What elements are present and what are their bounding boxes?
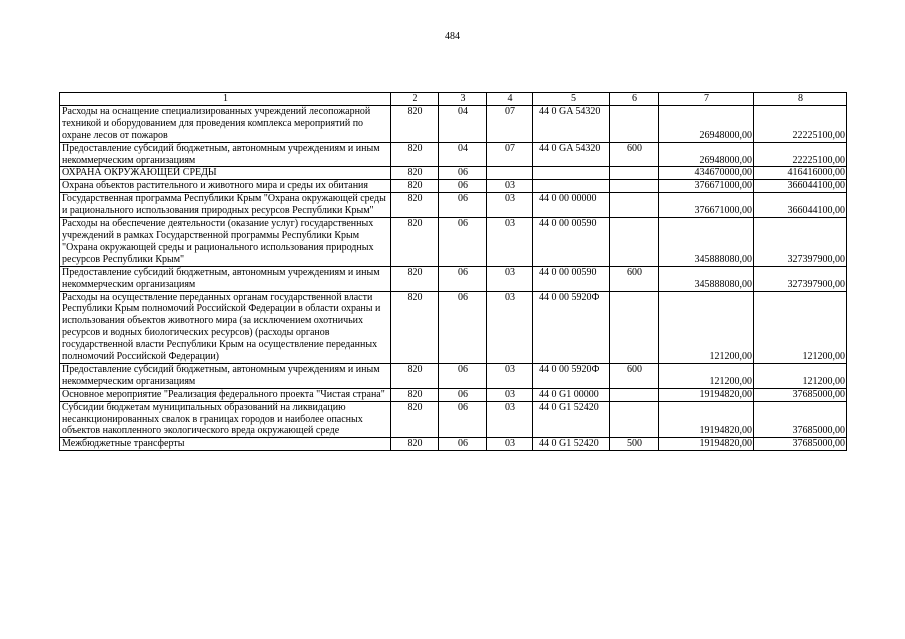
row-csr-cell: 44 0 00 00000 — [533, 193, 610, 218]
row-pr-cell: 03 — [487, 218, 533, 267]
row-csr-cell: 44 0 G1 52420 — [533, 401, 610, 438]
row-sum2-cell: 327397900,00 — [754, 266, 847, 291]
row-vr-cell: 600 — [610, 266, 659, 291]
page-number: 484 — [445, 31, 460, 42]
row-ved-cell: 820 — [391, 180, 439, 193]
row-sum2-cell: 37685000,00 — [754, 438, 847, 451]
row-sum2-cell: 366044100,00 — [754, 180, 847, 193]
row-pr-cell: 07 — [487, 105, 533, 142]
row-sum1-cell: 26948000,00 — [659, 142, 754, 167]
row-sum1-cell: 19194820,00 — [659, 401, 754, 438]
row-pr-cell: 03 — [487, 291, 533, 363]
row-sum1-cell: 376671000,00 — [659, 193, 754, 218]
row-csr-cell: 44 0 GA 54320 — [533, 105, 610, 142]
header-cell-col-4: 4 — [487, 93, 533, 106]
row-sum2-cell: 121200,00 — [754, 363, 847, 388]
row-name-cell: Субсидии бюджетам муниципальных образований на ликвидацию несанкционированных свалок в границах городов и наиболее опасных объектов накопленного экологического вреда окружающей среде — [60, 401, 391, 438]
row-vr-cell — [610, 193, 659, 218]
row-ved-cell: 820 — [391, 193, 439, 218]
row-sum2-cell: 121200,00 — [754, 291, 847, 363]
row-name-cell: Расходы на оснащение специализированных учреждений лесопожарной техникой и оборудованием для проведения комплекса мероприятий по охране лесов от пожаров — [60, 105, 391, 142]
row-csr-cell: 44 0 00 5920Ф — [533, 363, 610, 388]
table-row — [60, 105, 847, 142]
row-pr-cell: 03 — [487, 401, 533, 438]
row-ved-cell: 820 — [391, 266, 439, 291]
row-ved-cell: 820 — [391, 142, 439, 167]
row-sum2-cell: 416416000,00 — [754, 167, 847, 180]
row-rz-cell: 04 — [439, 142, 487, 167]
row-csr-cell — [533, 180, 610, 193]
row-pr-cell: 03 — [487, 180, 533, 193]
row-pr-cell: 03 — [487, 266, 533, 291]
row-name-cell: Расходы на осуществление переданных органам государственной власти Республики Крым полномочий Российской Федерации в области охраны и использования объектов животного мира (за исключением охотничьих ресурсов и водных биологических ресурсов) (расходы органов государственной власти Республики Крым на осуществление переданных полномочий Российской Федерации) — [60, 291, 391, 363]
row-csr-cell: 44 0 G1 52420 — [533, 438, 610, 451]
header-cell-col-5: 5 — [533, 93, 610, 106]
row-rz-cell: 06 — [439, 167, 487, 180]
row-csr-cell: 44 0 G1 00000 — [533, 388, 610, 401]
header-cell-col-7: 7 — [659, 93, 754, 106]
row-vr-cell — [610, 167, 659, 180]
row-ved-cell: 820 — [391, 105, 439, 142]
row-rz-cell: 06 — [439, 363, 487, 388]
row-pr-cell: 07 — [487, 142, 533, 167]
row-name-cell: Межбюджетные трансферты — [60, 438, 391, 451]
row-pr-cell: 03 — [487, 193, 533, 218]
row-csr-cell — [533, 167, 610, 180]
row-ved-cell: 820 — [391, 388, 439, 401]
header-cell-col-2: 2 — [391, 93, 439, 106]
row-pr-cell — [487, 167, 533, 180]
row-sum2-cell: 37685000,00 — [754, 401, 847, 438]
row-name-cell: Предоставление субсидий бюджетным, автономным учреждениям и иным некоммерческим организациям — [60, 363, 391, 388]
row-sum2-cell: 37685000,00 — [754, 388, 847, 401]
row-csr-cell: 44 0 00 00590 — [533, 218, 610, 267]
row-name-cell: Предоставление субсидий бюджетным, автономным учреждениям и иным некоммерческим организациям — [60, 266, 391, 291]
table-row — [60, 218, 847, 267]
row-pr-cell: 03 — [487, 363, 533, 388]
row-rz-cell: 06 — [439, 180, 487, 193]
row-sum2-cell: 22225100,00 — [754, 105, 847, 142]
table-row — [60, 167, 847, 180]
table-row — [60, 266, 847, 291]
row-rz-cell: 06 — [439, 193, 487, 218]
row-vr-cell: 500 — [610, 438, 659, 451]
row-csr-cell: 44 0 GA 54320 — [533, 142, 610, 167]
budget-table — [59, 92, 847, 451]
row-sum1-cell: 345888080,00 — [659, 266, 754, 291]
row-rz-cell: 04 — [439, 105, 487, 142]
row-vr-cell — [610, 105, 659, 142]
row-sum2-cell: 327397900,00 — [754, 218, 847, 267]
row-vr-cell: 600 — [610, 142, 659, 167]
row-rz-cell: 06 — [439, 401, 487, 438]
row-vr-cell: 600 — [610, 363, 659, 388]
row-ved-cell: 820 — [391, 401, 439, 438]
row-csr-cell: 44 0 00 5920Ф — [533, 291, 610, 363]
header-cell-col-3: 3 — [439, 93, 487, 106]
header-cell-col-6: 6 — [610, 93, 659, 106]
table-row — [60, 180, 847, 193]
row-vr-cell — [610, 291, 659, 363]
table-row — [60, 193, 847, 218]
row-rz-cell: 06 — [439, 291, 487, 363]
row-name-cell: Государственная программа Республики Крым "Охрана окружающей среды и рационального использования природных ресурсов Республики Крым" — [60, 193, 391, 218]
table-row — [60, 363, 847, 388]
row-sum1-cell: 19194820,00 — [659, 438, 754, 451]
row-sum1-cell: 434670000,00 — [659, 167, 754, 180]
row-sum2-cell: 22225100,00 — [754, 142, 847, 167]
row-rz-cell: 06 — [439, 266, 487, 291]
row-rz-cell: 06 — [439, 438, 487, 451]
header-cell-col-8: 8 — [754, 93, 847, 106]
row-name-cell: Предоставление субсидий бюджетным, автономным учреждениям и иным некоммерческим организациям — [60, 142, 391, 167]
row-pr-cell: 03 — [487, 438, 533, 451]
table-header-row — [60, 93, 847, 106]
row-ved-cell: 820 — [391, 438, 439, 451]
row-rz-cell: 06 — [439, 218, 487, 267]
row-sum2-cell: 366044100,00 — [754, 193, 847, 218]
row-ved-cell: 820 — [391, 167, 439, 180]
row-name-cell: Охрана объектов растительного и животного мира и среды их обитания — [60, 180, 391, 193]
row-sum1-cell: 121200,00 — [659, 363, 754, 388]
row-name-cell: Основное мероприятие "Реализация федерального проекта "Чистая страна" — [60, 388, 391, 401]
row-sum1-cell: 376671000,00 — [659, 180, 754, 193]
header-cell-col-1: 1 — [60, 93, 391, 106]
row-vr-cell — [610, 218, 659, 267]
row-name-cell: Расходы на обеспечение деятельности (оказание услуг) государственных учреждений в рамках Государственной программы Республики Крым "Охрана окружающей среды и рационального использования природных ресурсов Республики Крым" — [60, 218, 391, 267]
row-sum1-cell: 19194820,00 — [659, 388, 754, 401]
table-row — [60, 401, 847, 438]
row-rz-cell: 06 — [439, 388, 487, 401]
row-vr-cell — [610, 388, 659, 401]
row-sum1-cell: 345888080,00 — [659, 218, 754, 267]
row-vr-cell — [610, 401, 659, 438]
row-csr-cell: 44 0 00 00590 — [533, 266, 610, 291]
row-ved-cell: 820 — [391, 218, 439, 267]
table-row — [60, 291, 847, 363]
row-name-cell: ОХРАНА ОКРУЖАЮЩЕЙ СРЕДЫ — [60, 167, 391, 180]
row-sum1-cell: 121200,00 — [659, 291, 754, 363]
row-vr-cell — [610, 180, 659, 193]
row-ved-cell: 820 — [391, 363, 439, 388]
row-sum1-cell: 26948000,00 — [659, 105, 754, 142]
row-pr-cell: 03 — [487, 388, 533, 401]
row-ved-cell: 820 — [391, 291, 439, 363]
table-row — [60, 438, 847, 451]
table-row — [60, 388, 847, 401]
table-row — [60, 142, 847, 167]
